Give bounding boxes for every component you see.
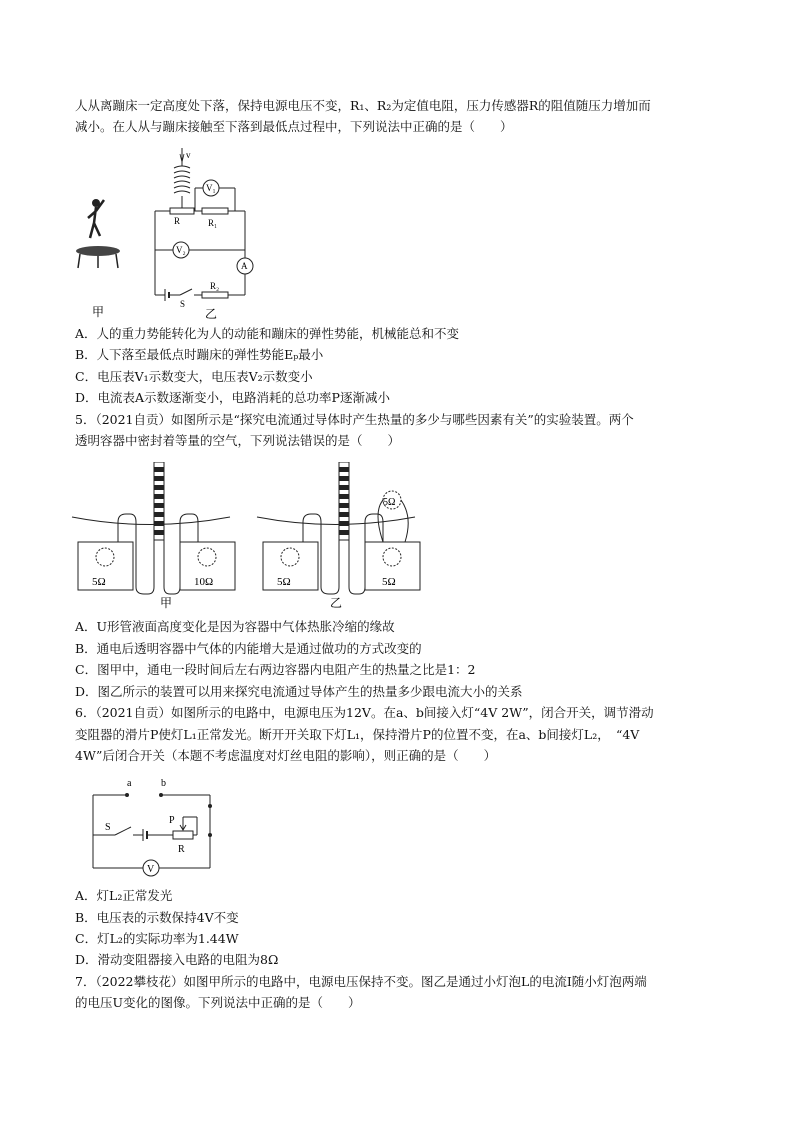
fig-label-yi: 乙 <box>330 596 343 610</box>
q4-stem-line1: 人从离蹦床一定高度处下落，保持电源电压不变，R₁、R₂为定值电阻，压力传感器R的阻值随压力增加而 <box>75 98 651 113</box>
q4-option-c: C．电压表V₁示数变大，电压表V₂示数变小 <box>75 369 313 384</box>
q5-figure <box>70 462 470 612</box>
q6-option-c: C．灯L₂的实际功率为1.44W <box>75 931 239 946</box>
q6-figure <box>85 775 225 885</box>
q5-option-a: A．U形管液面高度变化是因为容器中气体热胀冷缩的缘故 <box>75 619 395 634</box>
label-R: R <box>174 216 181 226</box>
label-P: P <box>169 815 175 826</box>
q7-stem-line1: 7．（2022攀枝花）如图甲所示的电路中，电源电压保持不变。图乙是通过小灯泡L的电流I随小灯泡两端 <box>75 974 647 989</box>
label-V1: V₁ <box>206 183 216 193</box>
q6-stem-line3: 4W”后闭合开关（本题不考虑温度对灯丝电阻的影响），则正确的是（ ） <box>75 748 497 763</box>
label-b: b <box>161 778 166 789</box>
label-S: S <box>105 822 111 833</box>
q4-option-a: A．人的重力势能转化为人的动能和蹦床的弹性势能，机械能总和不变 <box>75 326 460 341</box>
label-S: S <box>180 299 186 309</box>
q4-figure <box>70 148 270 323</box>
label-a: a <box>127 778 132 789</box>
label-A: A <box>241 261 248 271</box>
q7-stem-line2: 的电压U变化的图像。下列说法中正确的是（ ） <box>75 995 361 1010</box>
q6-stem-line2: 变阻器的滑片P使灯L₁正常发光。断开开关取下灯L₁，保持滑片P的位置不变，在a、b间接灯L₂， “4V <box>75 727 640 742</box>
trampoline-figure <box>76 199 120 268</box>
label-5ohm-a: 5Ω <box>92 576 106 588</box>
label-V2: V₂ <box>176 245 186 255</box>
label-5ohm-d: 5Ω <box>383 497 396 508</box>
fig-label-jia: 甲 <box>92 305 105 319</box>
q4-option-b: B．人下落至最低点时蹦床的弹性势能Eₚ最小 <box>75 347 324 362</box>
label-5ohm-b: 5Ω <box>277 576 291 588</box>
label-R2: R₂ <box>210 281 220 291</box>
q4-stem-line2: 减小。在人从与蹦床接触至下落到最低点过程中，下列说法中正确的是（ ） <box>75 119 513 134</box>
q6-option-a: A．灯L₂正常发光 <box>75 888 173 903</box>
q6-option-b: B．电压表的示数保持4V不变 <box>75 910 239 925</box>
label-10ohm: 10Ω <box>194 576 214 588</box>
q5-option-d: D．图乙所示的装置可以用来探究电流通过导体产生的热量多少跟电流大小的关系 <box>75 684 523 699</box>
q6-stem-line1: 6．（2021自贡）如图所示的电路中，电源电压为12V。在a、b间接入灯“4V 2W”，闭合开关，调节滑动 <box>75 705 654 720</box>
fig-label-jia: 甲 <box>160 596 173 610</box>
q6-option-d: D．滑动变阻器接入电路的电阻为8Ω <box>75 952 279 967</box>
q5-stem-line1: 5．（2021自贡）如图所示是“探究电流通过导体时产生热量的多少与哪些因素有关”的实验装置。两个 <box>75 412 634 427</box>
q5-option-b: B．通电后透明容器中气体的内能增大是通过做功的方式改变的 <box>75 641 422 656</box>
label-5ohm-c: 5Ω <box>382 576 396 588</box>
q4-option-d: D．电流表A示数逐渐变小，电路消耗的总功率P逐渐减小 <box>75 390 390 405</box>
q5-stem-line2: 透明容器中密封着等量的空气，下列说法错误的是（ ） <box>75 433 401 448</box>
q5-option-c: C．图甲中，通电一段时间后左右两边容器内电阻产生的热量之比是1：2 <box>75 662 476 677</box>
q4-circuit <box>155 148 253 301</box>
fig-label-yi: 乙 <box>205 307 218 321</box>
label-R1: R₁ <box>208 218 218 228</box>
label-V: V <box>147 864 155 875</box>
label-v: v <box>186 150 191 160</box>
label-R: R <box>178 844 185 855</box>
